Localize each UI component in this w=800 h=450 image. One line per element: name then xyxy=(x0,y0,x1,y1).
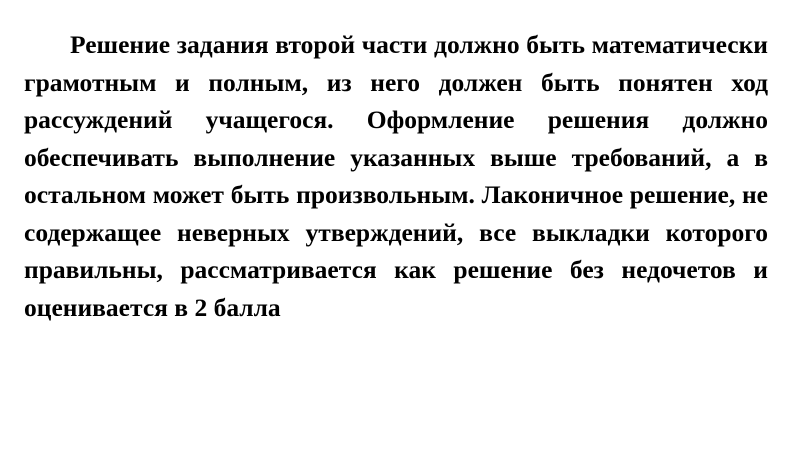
paragraph-grading-criteria: Решение задания второй части должно быть математически грамотным и полным, из него должен быть понятен ход рассуждений учащегося. Оформление решения должно обеспечивать выполнение указанных выше требований, а в остальном может быть произвольным. Лаконичное решение, не содержащее неверных утверждений, все выкладки которого правильны, рассматривается как решение без недочетов и оценивается в 2 балла xyxy=(24,30,768,322)
